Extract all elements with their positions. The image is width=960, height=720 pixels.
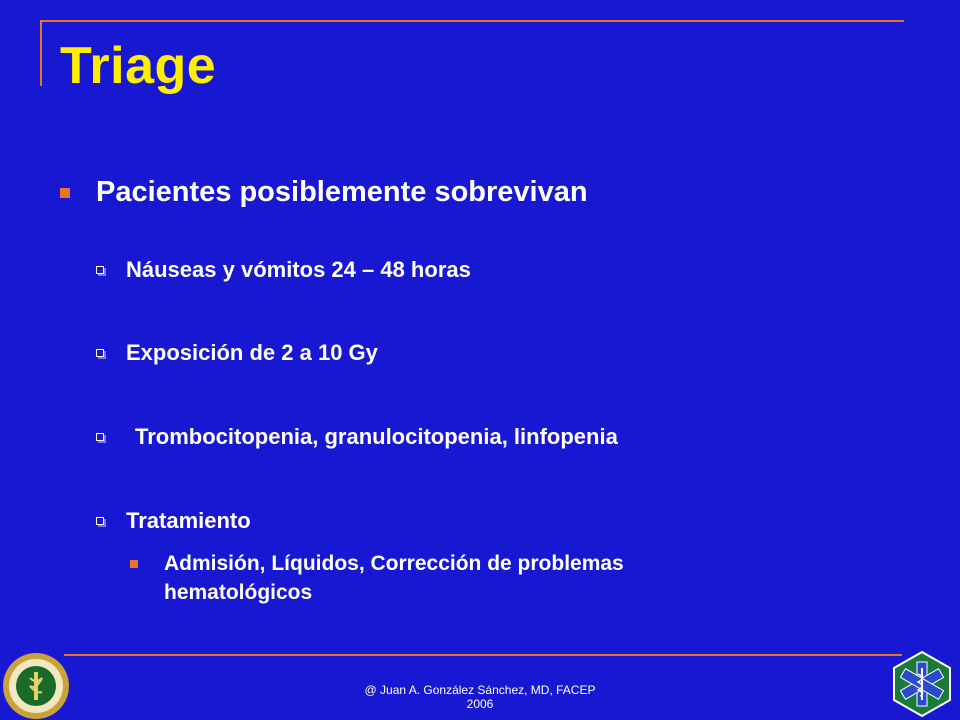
- slide-title: Triage: [60, 37, 217, 95]
- left-rule: [40, 20, 42, 86]
- bottom-rule: [64, 654, 902, 656]
- hollow-square-bullet-icon: [96, 266, 104, 274]
- square-bullet-icon: [130, 560, 138, 568]
- footer: [0, 683, 960, 711]
- nested-bullet-text: Admisión, Líquidos, Corrección de problemas hematológicos: [164, 552, 624, 604]
- footer-author: @ Juan A. González Sánchez, MD, FACEP: [364, 683, 596, 697]
- hollow-square-bullet-icon: [96, 517, 104, 525]
- sub-bullet-text: Exposición de 2 a 10 Gy: [126, 340, 378, 365]
- main-bullet: [60, 176, 588, 209]
- hollow-square-bullet-icon: [96, 349, 104, 357]
- sub-bullet-text: Trombocitopenia, granulocitopenia, linfopenia: [135, 424, 618, 449]
- star-of-life-icon: [888, 650, 956, 718]
- sub-bullet-text: Tratamiento: [126, 508, 251, 533]
- footer-year: 2006: [466, 697, 494, 711]
- school-seal-icon: [0, 648, 72, 720]
- hollow-square-bullet-icon: [96, 433, 104, 441]
- sub-bullet: [96, 340, 378, 366]
- sub-bullet: [96, 508, 251, 534]
- sub-bullet-text: Náuseas y vómitos 24 – 48 horas: [126, 257, 471, 282]
- top-rule: [40, 20, 904, 22]
- sub-bullet: [96, 257, 471, 283]
- square-bullet-icon: [60, 188, 70, 198]
- main-bullet-text: Pacientes posiblemente sobrevivan: [96, 176, 588, 208]
- sub-bullet: [96, 424, 618, 450]
- nested-bullet: [130, 549, 770, 607]
